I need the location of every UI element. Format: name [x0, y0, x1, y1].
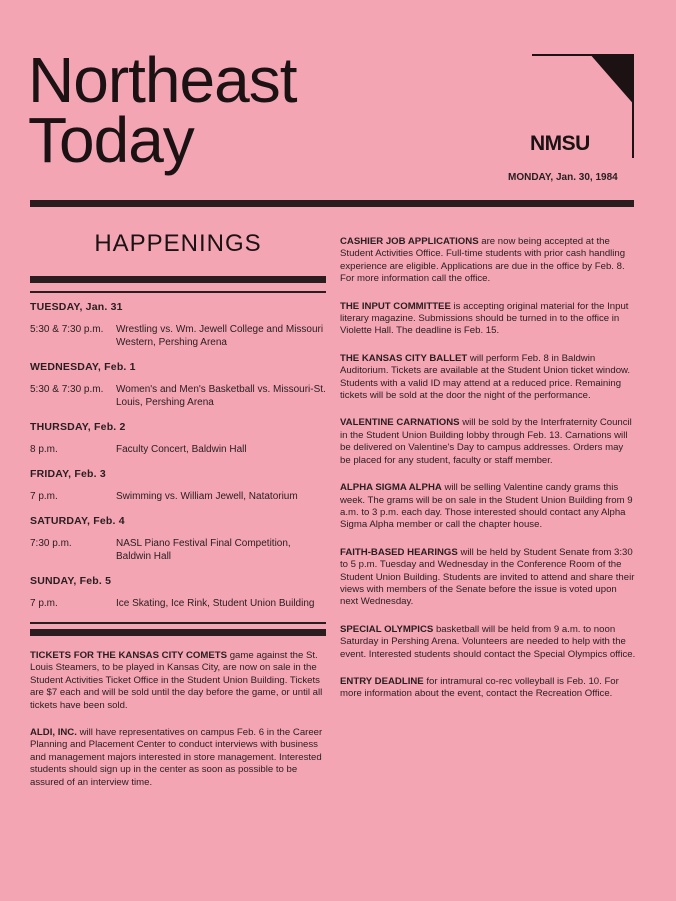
happenings-heading: HAPPENINGS [94, 230, 262, 257]
event-time: 7:30 p.m. [30, 538, 72, 549]
news-item-body: will be sold by the Interfraternity Council in the Student Union Building lobby through Feb. 13. Carnations will be delivered on Valentine's Day to campus addresses. Orders may be placed for any student, faculty or staff member. [340, 417, 632, 466]
happenings-rule-thick [30, 276, 326, 283]
right-column [340, 236, 636, 716]
news-item [340, 676, 636, 701]
news-item-lead: ALPHA SIGMA ALPHA [340, 482, 442, 494]
news-item-lead: THE INPUT COMMITTEE [340, 300, 451, 312]
schedule-event [30, 490, 326, 503]
news-item [340, 301, 636, 338]
event-description: Ice Skating, Ice Rink, Student Union Building [116, 598, 315, 609]
event-time: 7 p.m. [30, 491, 58, 502]
event-description: NASL Piano Festival Final Competition, Baldwin Hall [116, 538, 291, 562]
news-item-body: is accepting original material for the Input literary magazine. Submissions should be turned in to the office in Violette Hall. The deadline is Feb. 15. [340, 300, 629, 337]
news-item-lead: ENTRY DEADLINE [340, 675, 424, 687]
news-item [340, 353, 636, 403]
schedule-day: TUESDAY, Jan. 31 [30, 301, 123, 313]
news-item-lead: TICKETS FOR THE KANSAS CITY COMETS [30, 650, 228, 661]
schedule-event [30, 443, 326, 456]
section-rule-thin [30, 622, 326, 624]
event-time: 7 p.m. [30, 598, 58, 609]
section-rule-thick [30, 629, 326, 636]
news-item-body: basketball will be held from 9 a.m. to noon Saturday in Pershing Arena. Volunteers are needed to help with the event. Interested students should contact the Special Olympics office. [340, 623, 636, 660]
news-item [340, 236, 636, 286]
news-item-body: will have representatives on campus Feb. 6 in the Career Planning and Placement Center to conduct interviews with business and management majors interested in store management. Interested students should sign up in the center as soon as possible to be assured of an interview time. [30, 727, 323, 788]
event-description: Swimming vs. William Jewell, Natatorium [116, 491, 298, 502]
news-item-body: will be held by Student Senate from 3:30 to 5 p.m. Tuesday and Wednesday in the Conference Room of the Student Union Building. Students are invited to attend and share their views with members of the Senate before the issue is voted upon next Wednesday. [340, 546, 635, 608]
masthead-title-line1: Northeast [28, 44, 297, 116]
schedule-day: THURSDAY, Feb. 2 [30, 421, 126, 433]
news-item-body: will perform Feb. 8 in Baldwin Auditorium. Tickets are available at the Student Union ticket window. Students with a valid ID may attend at a reduced price. Remaining tickets will be sold at the door the night of the performance. [340, 352, 631, 402]
news-item-body: game against the St. Louis Steamers, to be played in Kansas City, are now on sale in the Student Activities Ticket Office in the Student Union Building. Tickets are $7 each and will be sold until the day before the game, or until all tickets have been sold. [30, 650, 323, 711]
event-time: 8 p.m. [30, 444, 58, 455]
left-articles [30, 650, 326, 789]
news-item-lead: FAITH-BASED HEARINGS [340, 546, 458, 558]
masthead-rule [30, 200, 634, 207]
event-time: 5:30 & 7:30 p.m. [30, 324, 104, 335]
news-item-lead: SPECIAL OLYMPICS [340, 623, 434, 635]
schedule-day: FRIDAY, Feb. 3 [30, 468, 106, 480]
schedule-day: SATURDAY, Feb. 4 [30, 515, 125, 527]
schedule-event [30, 597, 326, 610]
news-item [340, 417, 636, 467]
news-item-lead: CASHIER JOB APPLICATIONS [340, 236, 479, 247]
news-item-body: are now being accepted at the Student Activities Office. Full-time students with prior cash handling experience are eligible. Applications are due in the office by Feb. 8. For more information call the office. [340, 236, 626, 285]
happenings-rule-thin [30, 291, 326, 293]
schedule-day: WEDNESDAY, Feb. 1 [30, 361, 136, 373]
right-articles [340, 236, 636, 701]
schedule-event [30, 537, 326, 563]
schedule-day: SUNDAY, Feb. 5 [30, 575, 112, 587]
happenings-schedule [30, 301, 326, 610]
logo-text: NMSU [530, 132, 590, 155]
schedule-event [30, 323, 326, 349]
news-item [340, 482, 636, 532]
news-item-lead: ALDI, INC. [30, 727, 77, 739]
event-description: Wrestling vs. Wm. Jewell College and Missouri Western, Pershing Arena [116, 324, 324, 348]
schedule-event [30, 383, 326, 409]
event-description: Women's and Men's Basketball vs. Missouri-St. Louis, Pershing Arena [116, 384, 326, 408]
news-item [30, 727, 326, 789]
news-item-lead: THE KANSAS CITY BALLET [340, 352, 468, 364]
event-time: 5:30 & 7:30 p.m. [30, 384, 104, 395]
nmsu-logo [530, 54, 634, 164]
masthead-title [28, 44, 297, 176]
left-column [30, 226, 326, 804]
masthead-title-line2: Today [28, 104, 194, 176]
news-item-lead: VALENTINE CARNATIONS [340, 417, 460, 429]
issue-date: MONDAY, Jan. 30, 1984 [508, 172, 618, 183]
news-item [340, 547, 636, 609]
event-description: Faculty Concert, Baldwin Hall [116, 444, 247, 455]
news-item [30, 650, 326, 712]
news-item-body: will be selling Valentine candy grams this week. The grams will be on sale in the Student Union Building from 9 a.m. to 3 p.m. each day. Those interested should contact any Alpha Sigma Alpha member or call the chapter house. [340, 482, 633, 531]
news-item-body: for intramural co-rec volleyball is Feb. 10. For more information about the event, contact the Recreation Office. [340, 675, 619, 700]
news-item [340, 624, 636, 661]
